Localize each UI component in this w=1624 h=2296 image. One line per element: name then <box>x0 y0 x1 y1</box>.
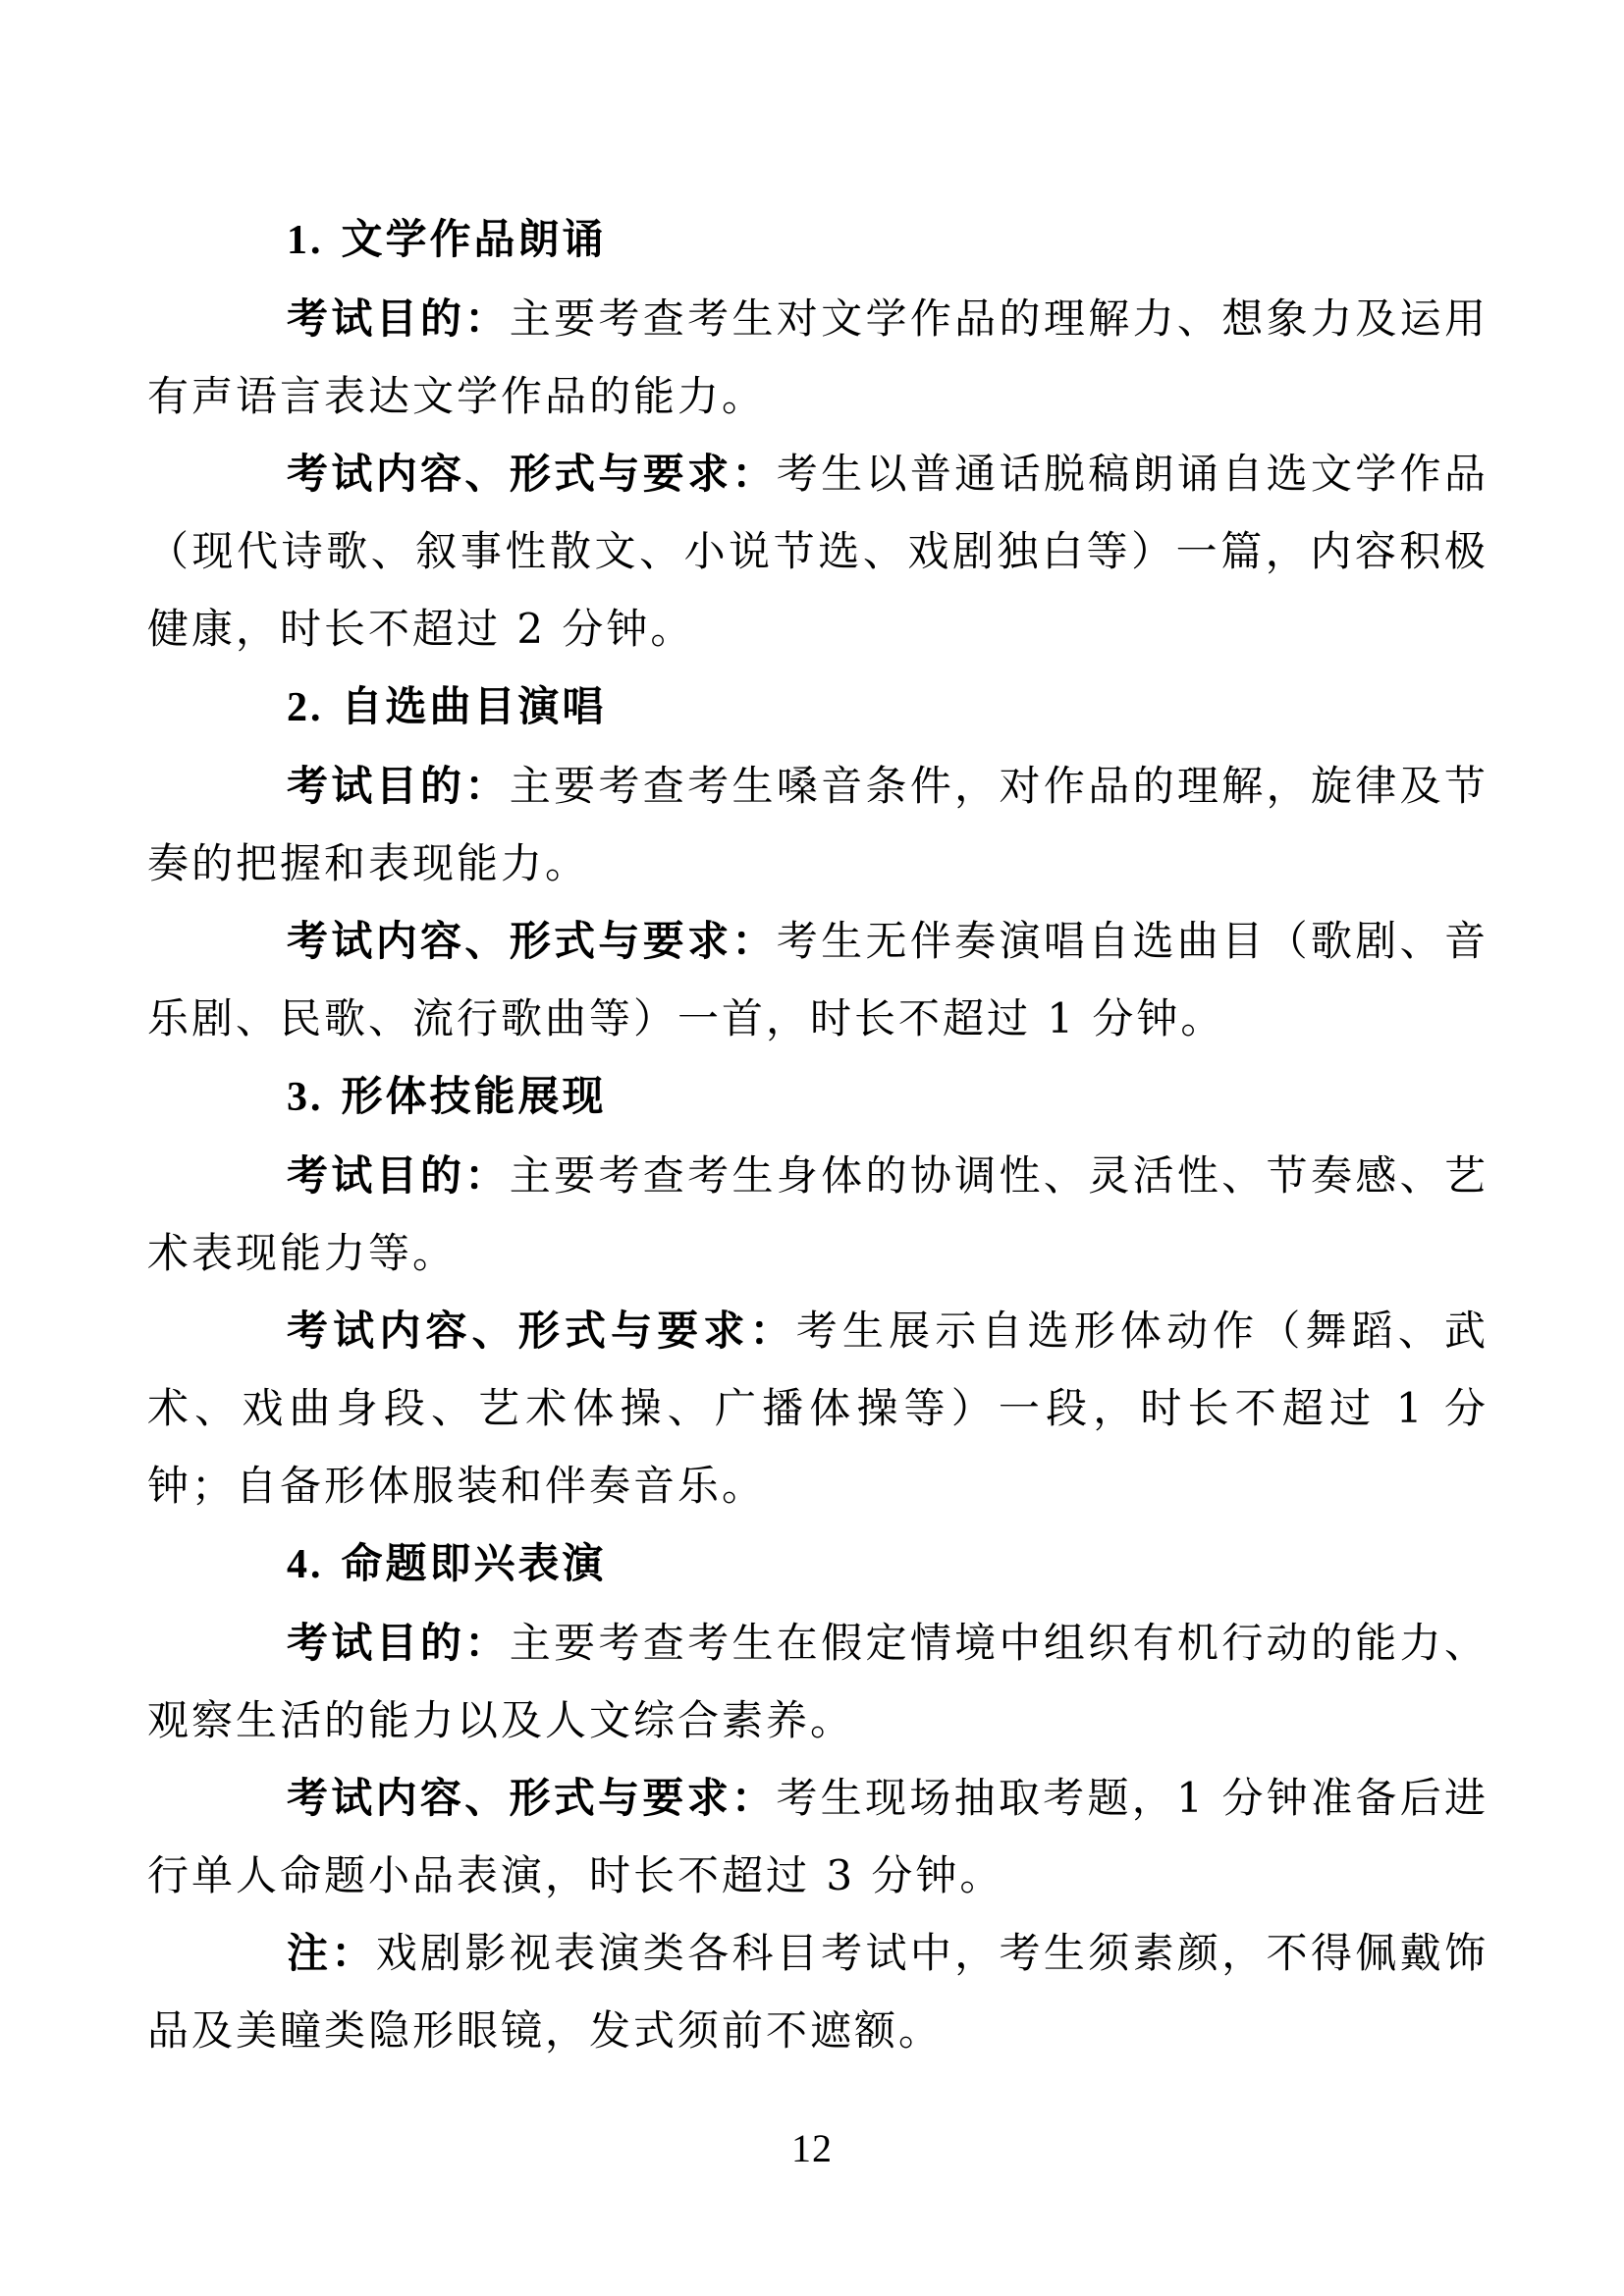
purpose-text: 主要考查考生身体的协调性、灵活性、节奏感、艺术表现能力等。 <box>147 1151 1489 1277</box>
content-label: 考试内容、形式与要求： <box>287 917 777 965</box>
content-paragraph <box>147 902 1489 1057</box>
purpose-paragraph <box>147 747 1489 902</box>
content-paragraph <box>147 435 1489 667</box>
note-paragraph <box>147 1914 1489 2069</box>
purpose-label: 考试目的： <box>287 1619 510 1667</box>
section-3-physical-skills <box>147 1057 1489 1524</box>
content-label: 考试内容、形式与要求： <box>287 1307 796 1355</box>
section-title: 命题即兴表演 <box>341 1539 607 1587</box>
section-number: 2. <box>287 685 324 730</box>
section-number: 4. <box>287 1542 324 1587</box>
section-title: 自选曲目演唱 <box>341 682 607 730</box>
content-label: 考试内容、形式与要求： <box>287 450 777 498</box>
document-body <box>147 200 1489 2069</box>
purpose-label: 考试目的： <box>287 294 510 343</box>
section-heading <box>147 1524 1489 1604</box>
section-title: 文学作品朗诵 <box>341 215 607 263</box>
page-footer <box>0 2125 1624 2171</box>
purpose-label: 考试目的： <box>287 1151 510 1200</box>
content-label: 考试内容、形式与要求： <box>287 1774 777 1822</box>
section-heading <box>147 1057 1489 1137</box>
content-text: 考生展示自选形体动作（舞蹈、武术、戏曲身段、艺术体操、广播体操等）一段，时长不超过 1 分钟；自备形体服装和伴奏音乐。 <box>147 1307 1489 1510</box>
section-title: 形体技能展现 <box>341 1072 607 1120</box>
purpose-paragraph <box>147 280 1489 435</box>
section-number: 3. <box>287 1075 324 1120</box>
section-4-improvisation <box>147 1524 1489 1914</box>
purpose-label: 考试目的： <box>287 762 510 810</box>
note-label: 注： <box>287 1929 376 1977</box>
section-2-song-performance <box>147 667 1489 1057</box>
purpose-paragraph <box>147 1604 1489 1759</box>
content-text: 考生以普通话脱稿朗诵自选文学作品（现代诗歌、叙事性散文、小说节选、戏剧独白等）一篇，内容积极健康，时长不超过 2 分钟。 <box>147 450 1489 653</box>
content-text: 考生无伴奏演唱自选曲目（歌剧、音乐剧、民歌、流行歌曲等）一首，时长不超过 1 分钟。 <box>147 917 1489 1042</box>
section-heading <box>147 667 1489 747</box>
section-1-literary-recitation <box>147 200 1489 667</box>
purpose-text: 主要考查考生对文学作品的理解力、想象力及运用有声语言表达文学作品的能力。 <box>147 294 1489 420</box>
section-number: 1. <box>287 218 324 263</box>
content-text: 考生现场抽取考题，1 分钟准备后进行单人命题小品表演，时长不超过 3 分钟。 <box>147 1774 1489 1899</box>
content-paragraph <box>147 1759 1489 1914</box>
purpose-paragraph <box>147 1137 1489 1292</box>
purpose-text: 主要考查考生嗓音条件，对作品的理解，旋律及节奏的把握和表现能力。 <box>147 762 1489 887</box>
purpose-text: 主要考查考生在假定情境中组织有机行动的能力、观察生活的能力以及人文综合素养。 <box>147 1619 1489 1744</box>
content-paragraph <box>147 1292 1489 1524</box>
section-heading <box>147 200 1489 280</box>
note-text: 戏剧影视表演类各科目考试中，考生须素颜，不得佩戴饰品及美瞳类隐形眼镜，发式须前不遮额。 <box>147 1929 1489 2055</box>
page-number: 12 <box>791 2126 833 2170</box>
